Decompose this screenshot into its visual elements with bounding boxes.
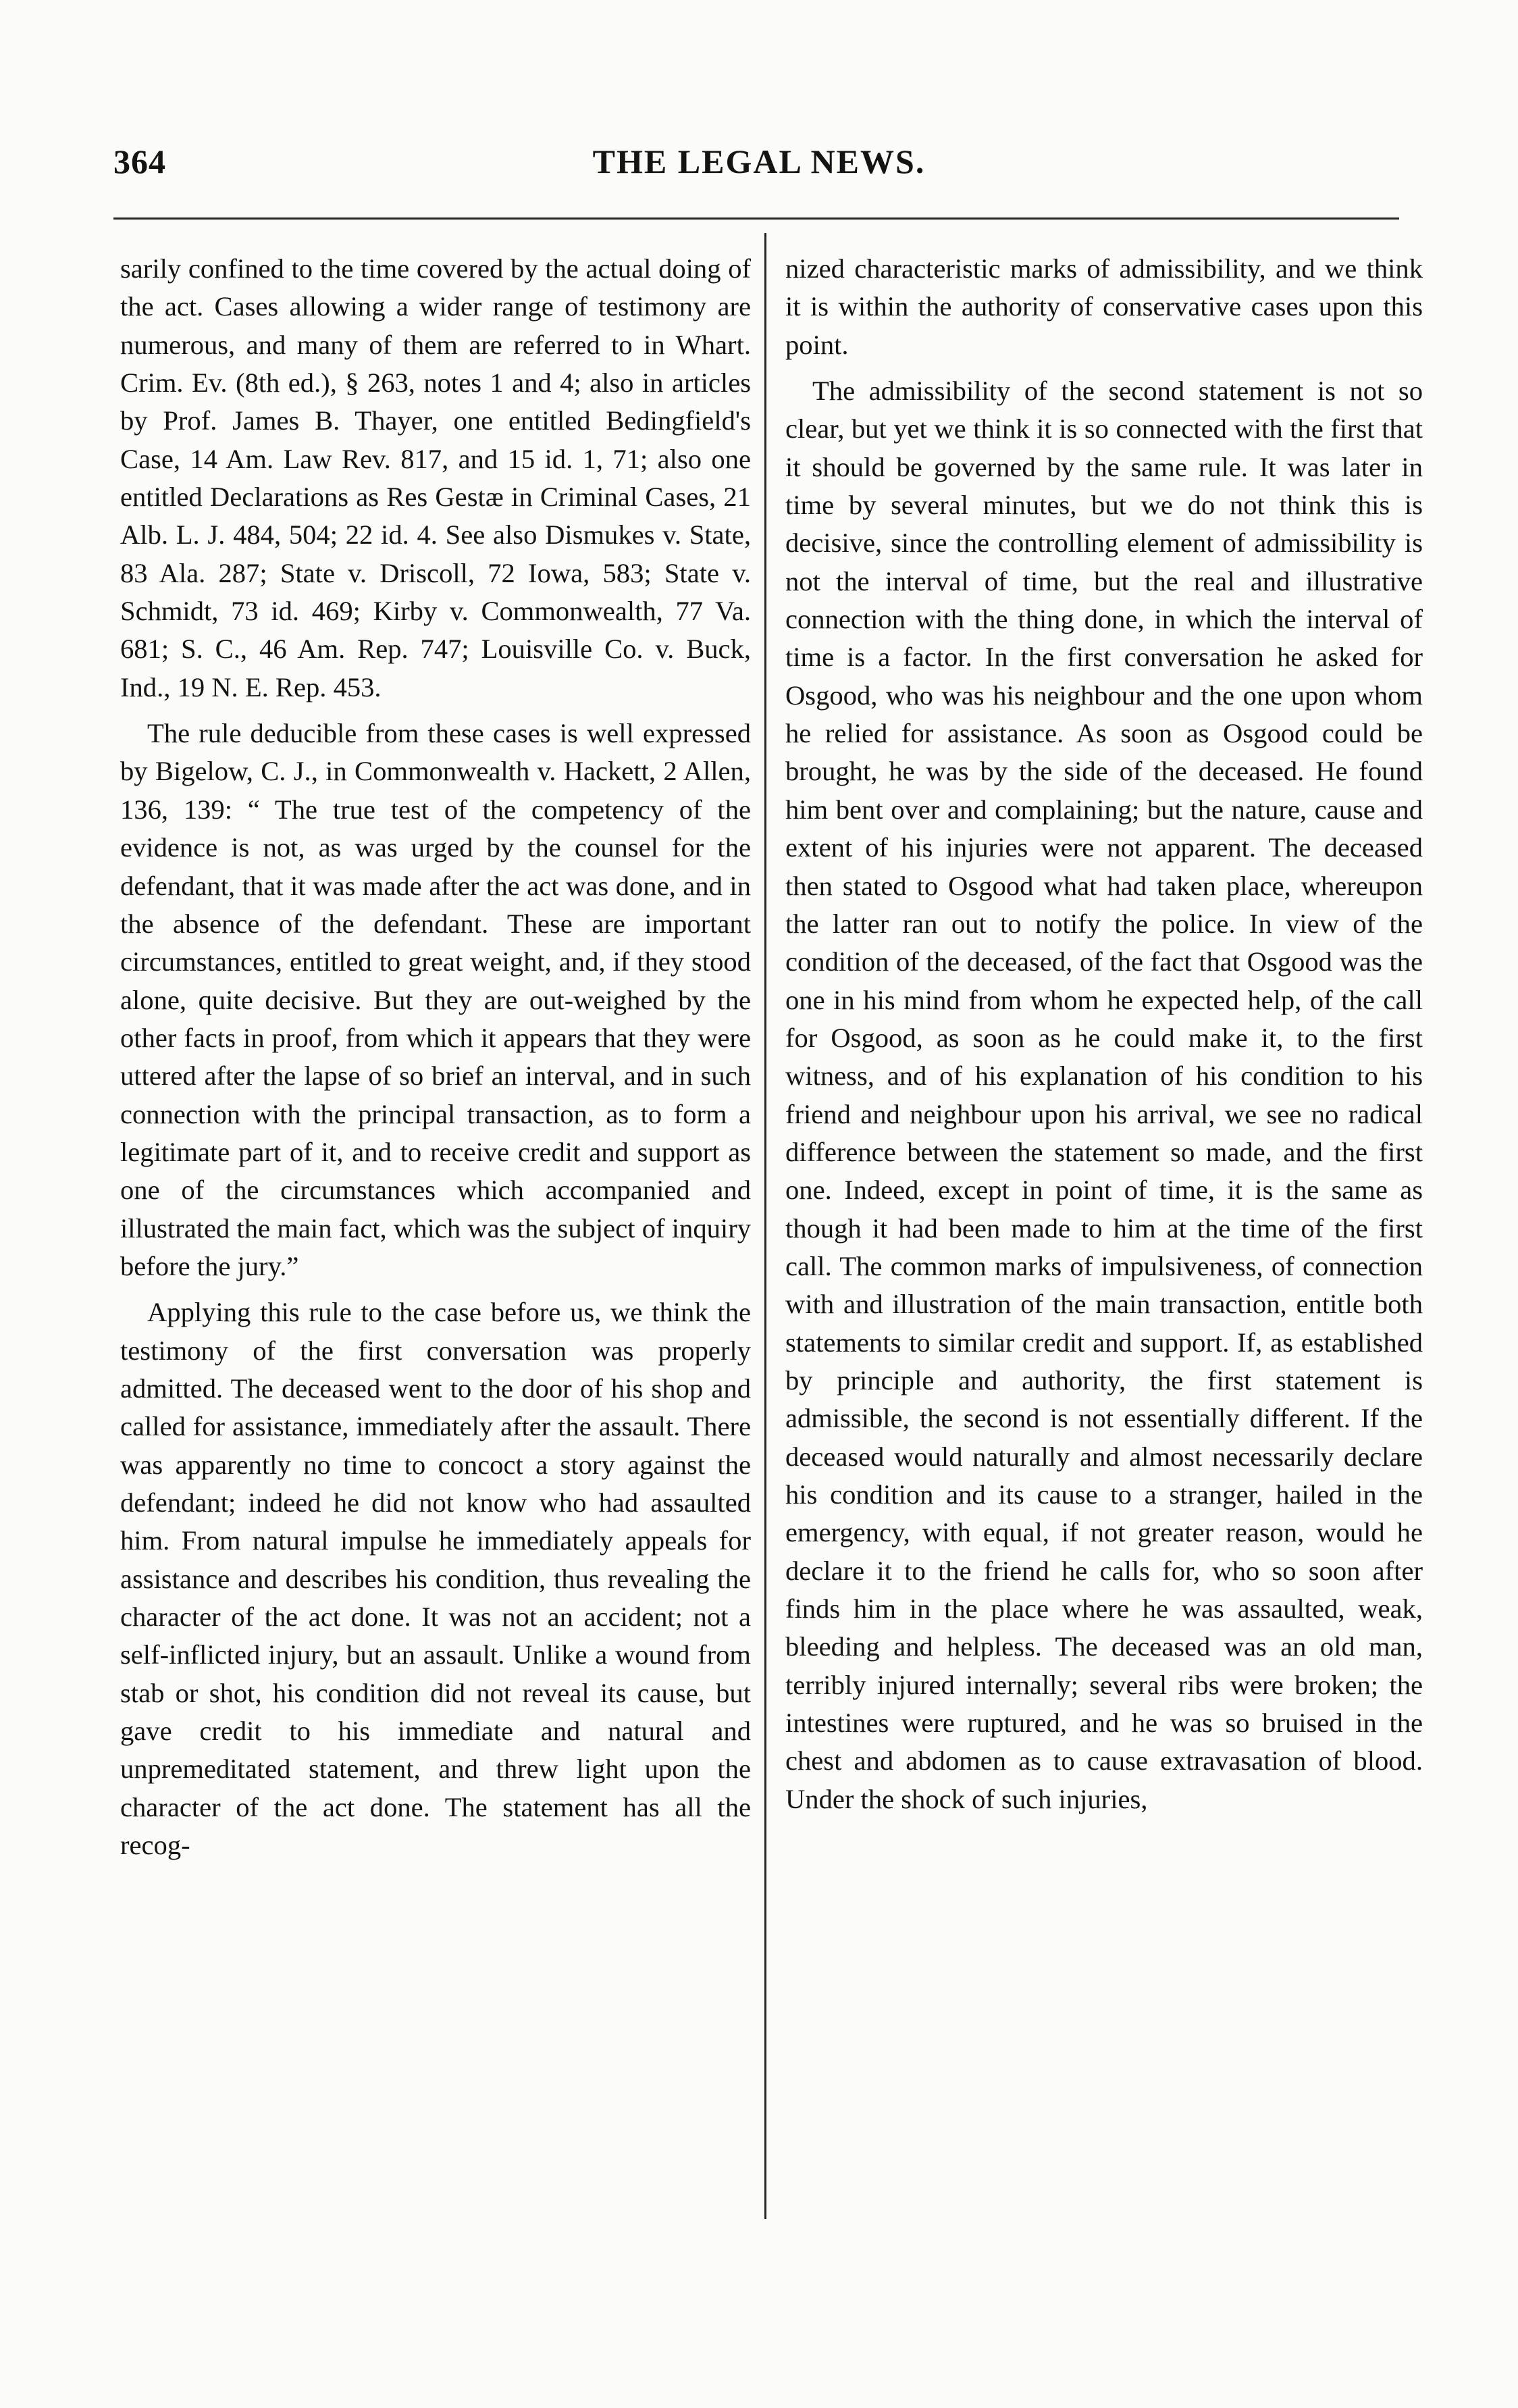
paragraph: Applying this rule to the case before us, we think the testimony of the first conversation was properly admitted. The deceased went to the door of his shop and called for assistance, immediately after the assault. There was apparently no time to concoct a story against the defendant; indeed he did not know who had assaulted him. From natural impulse he immediately appeals for assistance and describes his condition, thus revealing the character of the act done. It was not an accident; not a self-inflicted injury, but an assault. Unlike a wound from stab or shot, his condition did not reveal its cause, but gave credit to his immediate and natural and unpremeditated statement, and threw light upon the character of the act done. The statement has all the recog-	[120, 1297, 751, 1861]
header-rule	[113, 217, 1399, 220]
page-header	[0, 142, 1518, 196]
paragraph: The rule deducible from these cases is well expressed by Bigelow, C. J., in Commonwealth v. Hackett, 2 Allen, 136, 139: “ The true test of the competency of the evidence is not, as was urged by the counsel for the defendant, that it was made after the act was done, and in the absence of the defendant. These are important circumstances, entitled to great weight, and, if they stood alone, quite decisive. But they are out-weighed by the other facts in proof, from which it appears that they were uttered after the lapse of so brief an interval, and in such connection with the principal transaction, as to form a legitimate part of it, and to receive credit and support as one of the circumstances which accompanied and illustrated the main fact, which was the subject of inquiry before the jury.”	[120, 718, 751, 1281]
journal-title: THE LEGAL NEWS.	[592, 143, 926, 180]
paragraph-continuation: sarily confined to the time covered by the actual doing of the act. Cases allowing a wider range of testimony are numerous, and many of them are referred to in Whart. Crim. Ev. (8th ed.), § 263, notes 1 and 4; also in articles by Prof. James B. Thayer, one entitled Bedingfield's Case, 14 Am. Law Rev. 817, and 15 id. 1, 71; also one entitled Declarations as Res Gestæ in Criminal Cases, 21 Alb. L. J. 484, 504; 22 id. 4. See also Dismukes v. State, 83 Ala. 287; State v. Driscoll, 72 Iowa, 583; State v. Schmidt, 73 id. 469; Kirby v. Commonwealth, 77 Va. 681; S. C., 46 Am. Rep. 747; Louisville Co. v. Buck, Ind., 19 N. E. Rep. 453.	[120, 253, 751, 702]
right-column	[785, 250, 1423, 1818]
column-divider	[764, 233, 766, 2219]
paragraph: The admissibility of the second statement is not so clear, but yet we think it is so connected with the first that it should be governed by the same rule. It was later in time by several minutes, but we do not think this is decisive, since the controlling element of admissibility is not the interval of time, but the real and illustrative connection with the thing done, in which the interval of time is a factor. In the first conversation he asked for Osgood, who was his neighbour and the one upon whom he relied for assistance. As soon as Osgood could be brought, he was by the side of the deceased. He found him bent over and complaining; but the nature, cause and extent of his injuries were not apparent. The deceased then stated to Osgood what had taken place, whereupon the latter ran out to notify the police. In view of the condition of the deceased, of the fact that Osgood was the one in his mind from whom he expected help, of the call for Osgood, as soon as he could make it, to the first witness, and of his explanation of his condition to his friend and neighbour upon his arrival, we see no radical difference between the statement so made, and the first one. Indeed, except in point of time, it is the same as though it had been made to him at the time of the first call. The common marks of impulsiveness, of connection with and illustration of the main transaction, entitle both statements to similar credit and support. If, as established by principle and authority, the first statement is admissible, the second is not essentially different. If the deceased would naturally and almost necessarily declare his condition and its cause to a stranger, hailed in the emergency, with equal, if not greater reason, would he declare it to the friend he calls for, who so soon after finds him in the place where he was assaulted, weak, bleeding and helpless. The deceased was an old man, terribly injured internally; several ribs were broken; the intestines were ruptured, and he was so bruised in the chest and abdomen as to cause extravasation of blood. Under the shock of such injuries,	[785, 376, 1423, 1814]
paragraph-continuation: nized characteristic marks of admissibility, and we think it is within the authority of conservative cases upon this point.	[785, 253, 1423, 360]
left-column	[120, 250, 751, 1864]
page-number: 364	[113, 143, 166, 180]
